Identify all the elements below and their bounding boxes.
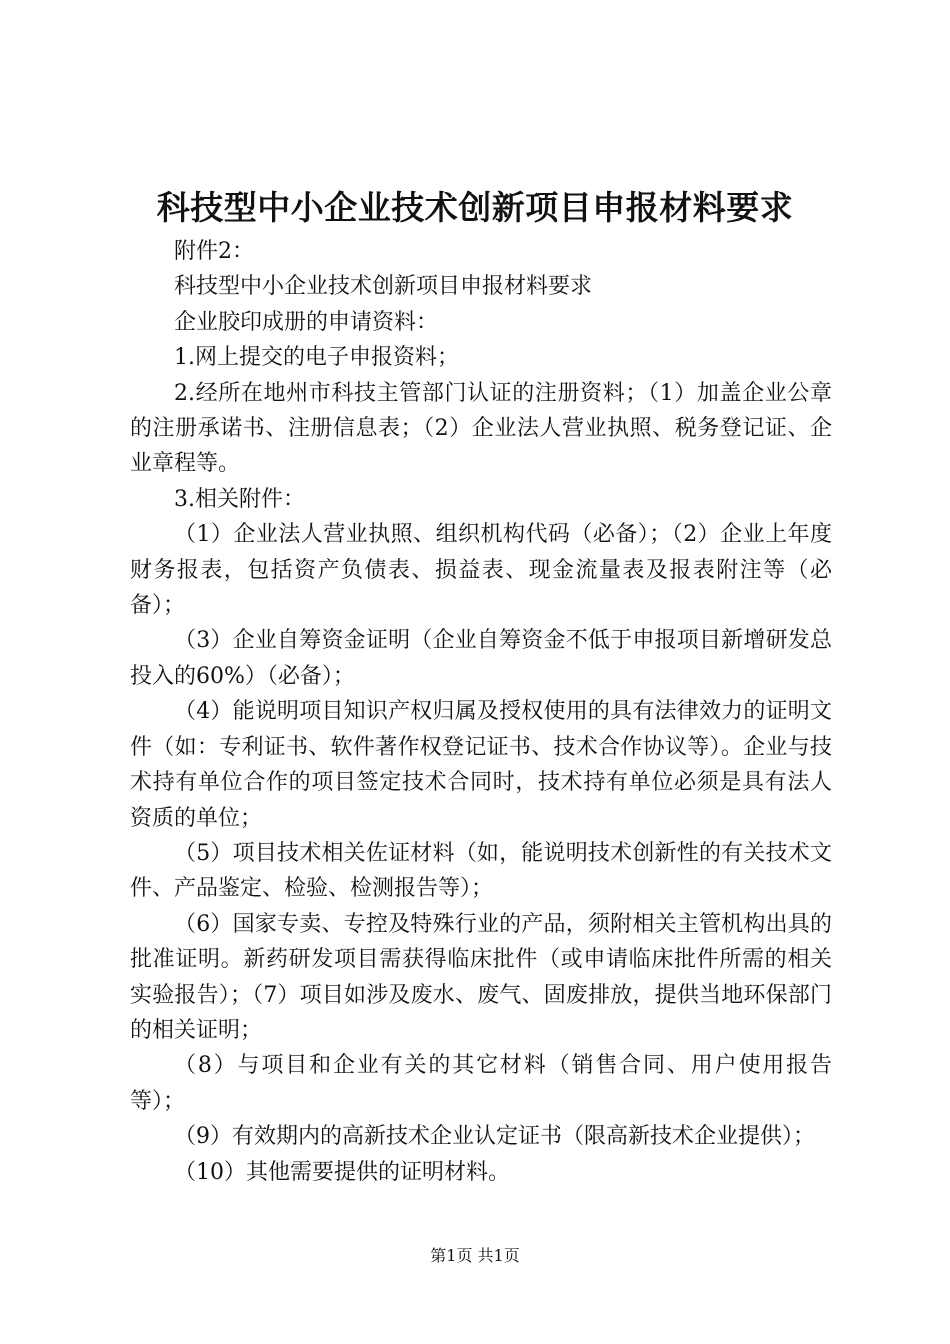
paragraph-item-1: 1.网上提交的电子申报资料； [174,345,459,371]
document-title: 科技型中小企业技术创新项目申报材料要求 [156,188,794,227]
paragraph-attachment-label: 附件2： [174,239,254,264]
paragraph-item-3: 3.相关附件： [174,486,305,512]
paragraph-sub-4: （4）能说明项目知识产权归属及授权使用的具有法律效力的证明文件（如：专利证书、软件著作权登记证书、技术合作协议等）。企业与技术持有单位合作的项目签定技术合同时，技术持有单位必须是具有法人资质的单位； [130,699,832,831]
paragraph-intro: 企业胶印成册的申请资料： [174,309,439,335]
paragraph-sub-3: （3）企业自筹资金证明（企业自筹资金不低于申报项目新增研发总投入的60%）（必备）； [130,628,832,689]
paragraph-sub-9: （9）有效期内的高新技术企业认定证书（限高新技术企业提供）； [174,1124,815,1150]
paragraph-item-2: 2.经所在地州市科技主管部门认证的注册资料；（1）加盖企业公章的注册承诺书、注册信息表；（2）企业法人营业执照、税务登记证、企业章程等。 [130,380,832,477]
paragraph-subtitle: 科技型中小企业技术创新项目申报材料要求 [174,274,593,300]
document-body [130,234,832,1190]
paragraph-sub-10: （10）其他需要提供的证明材料。 [174,1159,510,1185]
paragraph-sub-5: （5）项目技术相关佐证材料（如，能说明技术创新性的有关技术文件、产品鉴定、检验、检测报告等）； [130,840,832,902]
page-number-footer: 第1页 共1页 [430,1246,520,1265]
paragraph-sub-1-2: （1）企业法人营业执照、组织机构代码（必备）；（2）企业上年度财务报表，包括资产负债表、损益表、现金流量表及报表附注等（必备）； [130,522,832,619]
paragraph-sub-8: （8）与项目和企业有关的其它材料（销售合同、用户使用报告等）； [130,1053,832,1114]
paragraph-sub-6-7: （6）国家专卖、专控及特殊行业的产品，须附相关主管机构出具的批准证明。新药研发项目需获得临床批件（或申请临床批件所需的相关实验报告）；（7）项目如涉及废水、废气、固废排放，提供当地环保部门的相关证明； [130,911,832,1043]
